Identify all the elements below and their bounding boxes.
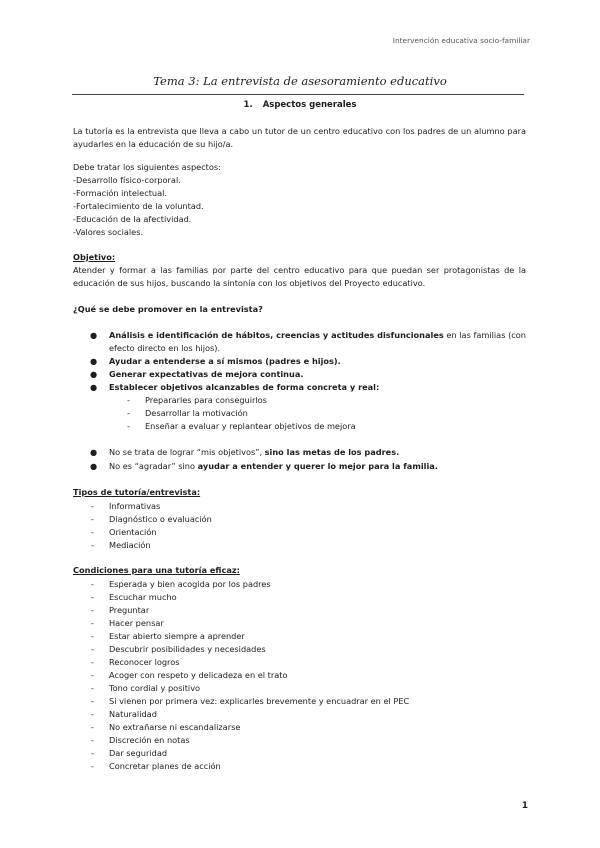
bullet-text: No es “agradar” sino xyxy=(109,461,198,471)
promover-heading: ¿Qué se debe promover en la entrevista? xyxy=(73,304,263,314)
running-header: Intervención educativa socio-familiar xyxy=(392,36,530,45)
bullet-bold-text: Ayudar a entenderse a sí mismos (padres e hijos). xyxy=(109,356,341,366)
bullet-icon: ● xyxy=(90,447,98,457)
aspect-item: -Formación intelectual. xyxy=(73,188,167,198)
section-heading xyxy=(0,100,600,110)
bullet-bold-text: Establecer objetivos alcanzables de forma concreta y real: xyxy=(109,382,380,392)
page-title: Tema 3: La entrevista de asesoramiento educativo xyxy=(153,74,447,88)
bullet-text: No se trata de lograr “mis objetivos”, xyxy=(109,447,265,457)
bullet-bold-text: Generar expectativas de mejora continua. xyxy=(109,369,304,379)
list-item xyxy=(90,381,526,394)
section-number: 1. xyxy=(243,100,253,110)
list-item xyxy=(90,368,526,381)
list-item xyxy=(90,446,526,459)
aspect-item: -Fortalecimiento de la voluntad. xyxy=(73,201,204,211)
intro-paragraph: La tutoría es la entrevista que lleva a cabo un tutor de un centro educativo con los padres de un alumno para ayudarles en la educación de su hijo/a. xyxy=(73,126,526,149)
bullet-bold-text: ayudar a entender y querer lo mejor para la familia. xyxy=(197,461,438,471)
bullet-icon: ● xyxy=(90,382,98,392)
bullet-icon: ● xyxy=(90,369,98,379)
aspect-item: -Educación de la afectividad. xyxy=(73,214,192,224)
bullet-icon: ● xyxy=(90,356,98,366)
list-item xyxy=(90,355,526,368)
page-number: 1 xyxy=(521,801,528,811)
condiciones-heading: Condiciones para una tutoría eficaz: xyxy=(73,565,240,575)
bullet-text: en las familias (con efecto directo en los hijos). xyxy=(109,330,526,353)
aspect-item: -Valores sociales. xyxy=(73,227,144,237)
section-label: Aspectos generales xyxy=(262,100,357,110)
objetivo-heading: Objetivo: xyxy=(73,252,116,262)
aspects-intro: Debe tratar los siguientes aspectos: xyxy=(73,162,221,172)
bullet-icon: ● xyxy=(90,330,98,340)
list-item xyxy=(90,329,526,354)
tipos-heading: Tipos de tutoría/entrevista: xyxy=(73,487,201,497)
bullet-icon: ● xyxy=(90,461,98,471)
aspect-item: -Desarrollo físico-corporal. xyxy=(73,175,181,185)
bullet-bold-text: sino las metas de los padres. xyxy=(264,447,400,457)
list-item xyxy=(90,460,526,473)
objetivo-text: Atender y formar a las familias por parte del centro educativo para que puedan ser protagonistas de la educación de sus hijos, buscando la sintonía con los objetivos del Proyecto educativo. xyxy=(73,265,526,288)
title-divider xyxy=(72,94,524,95)
bullet-bold-text: Análisis e identificación de hábitos, creencias y actitudes disfuncionales xyxy=(109,330,444,340)
